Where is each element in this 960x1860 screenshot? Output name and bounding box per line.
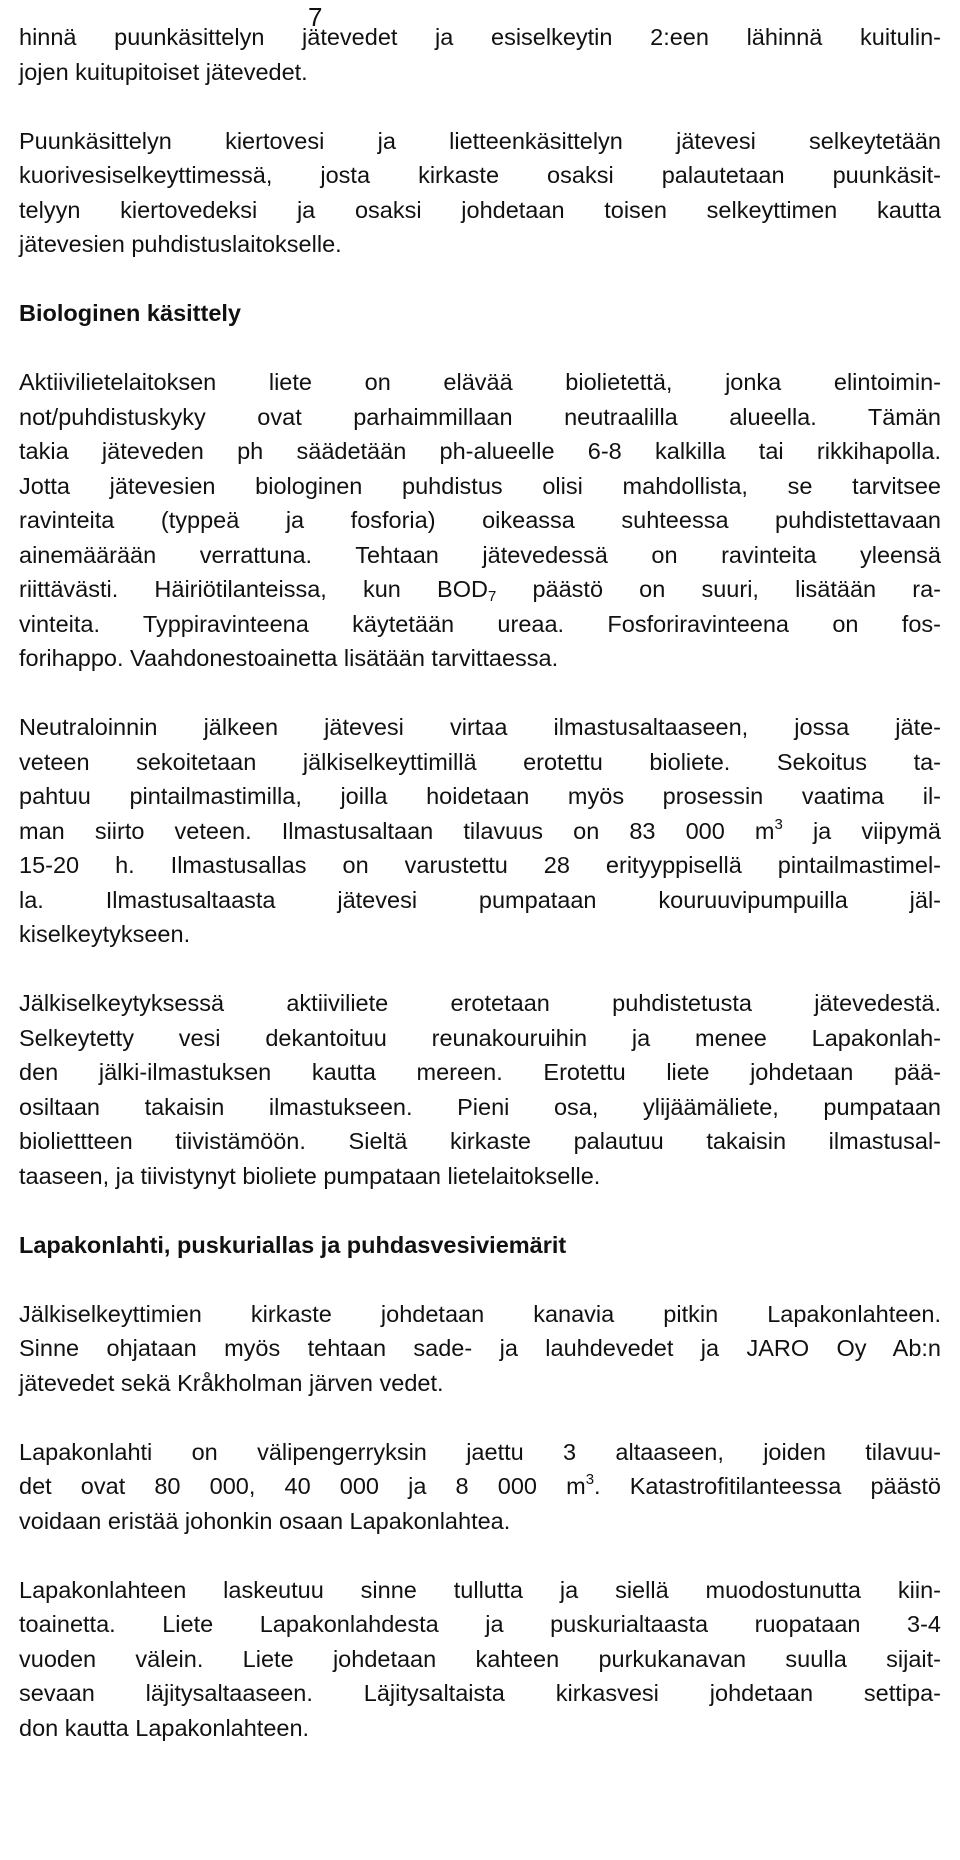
line-text: Jotta jätevesien biologinen puhdistus olisi mahdollista, se tarvitsee	[19, 472, 941, 499]
line-text: Jälkiselkeyttimien kirkaste johdetaan kanavia pitkin Lapakonlahteen.	[19, 1300, 941, 1327]
line-text: taaseen, ja tiivistynyt bioliete pumpataan lietelaitokselle.	[19, 1162, 601, 1189]
subscript: 7	[487, 588, 497, 605]
text-line	[19, 20, 941, 55]
paragraph-gap	[19, 952, 941, 987]
text-line	[19, 917, 941, 952]
paragraph	[19, 710, 941, 952]
section-heading: Lapakonlahti, puskuriallas ja puhdasvesiviemärit	[19, 1231, 567, 1258]
text-line	[19, 1090, 941, 1125]
line-text: Puunkäsittelyn kiertovesi ja lietteenkäsittelyn jätevesi selkeytetään	[19, 127, 941, 154]
text-line	[19, 434, 941, 469]
text-line	[19, 1676, 941, 1711]
line-text: don kautta Lapakonlahteen.	[19, 1714, 310, 1741]
line-text: vuoden välein. Liete johdetaan kahteen purkukanavan suulla sijait-	[19, 1645, 941, 1672]
line-text: bioliettteen tiivistämöön. Sieltä kirkaste palautuu takaisin ilmastusal-	[19, 1128, 941, 1154]
line-text: Sinne ohjataan myös tehtaan sade- ja lauhdevedet ja JARO Oy Ab:n	[19, 1335, 941, 1361]
line-text: 15-20 h. Ilmastusallas on varustettu 28 erityyppisellä pintailmastimel-	[19, 852, 941, 878]
text-line	[19, 814, 941, 849]
line-text: Jälkiselkeytyksessä aktiiviliete erotetaan puhdistetusta jätevedestä.	[19, 990, 941, 1016]
paragraph-gap	[19, 89, 941, 124]
line-text: jätevesien puhdistuslaitokselle.	[19, 231, 342, 257]
text-line	[19, 538, 941, 573]
text-line	[19, 1159, 941, 1194]
line-text: den jälki-ilmastuksen kautta mereen. Erotettu liete johdetaan pää-	[19, 1059, 941, 1085]
text-line	[19, 779, 941, 814]
text-line	[19, 745, 941, 780]
text-line	[19, 1331, 941, 1366]
line-text: Neutraloinnin jälkeen jätevesi virtaa ilmastusaltaaseen, jossa jäte-	[19, 714, 941, 740]
paragraph-gap	[19, 1193, 941, 1228]
line-text: Aktiivilietelaitoksen liete on elävää biolietettä, jonka elintoimin-	[19, 369, 941, 395]
line-text: osiltaan takaisin ilmastukseen. Pieni osa, ylijäämäliete, pumpataan	[19, 1093, 941, 1120]
paragraph-gap	[19, 262, 941, 297]
paragraph	[19, 1435, 941, 1539]
text-line	[19, 1469, 941, 1504]
paragraph-gap	[19, 676, 941, 711]
line-text: man siirto veteen. Ilmastusaltaan tilavuus on 83 000 m	[19, 817, 775, 844]
text-line	[19, 848, 941, 883]
line-text: toainetta. Liete Lapakonlahdesta ja puskurialtaasta ruopataan 3-4	[19, 1611, 941, 1637]
text-line	[19, 1021, 941, 1056]
line-text: jätevedet sekä Kråkholman järven vedet.	[19, 1369, 444, 1396]
page-number: 7	[308, 2, 323, 32]
line-text: vinteita. Typpiravinteena käytetään ureaa. Fosforiravinteena on fos-	[19, 610, 941, 637]
text-line	[19, 1607, 941, 1642]
line-text: det ovat 80 000, 40 000 ja 8 000 m	[19, 1473, 586, 1499]
paragraph	[19, 986, 941, 1193]
paragraph-gap	[19, 1262, 941, 1297]
text-line	[19, 1297, 941, 1332]
text-line	[19, 1435, 941, 1470]
line-text: Lapakonlahti on välipengerryksin jaettu 3 altaaseen, joiden tilavuu-	[19, 1438, 941, 1465]
paragraph	[19, 124, 941, 262]
line-text-continued: . Katastrofitilanteessa päästö	[594, 1473, 941, 1499]
line-text-continued: päästö on suuri, lisätään ra-	[496, 576, 941, 602]
text-line	[19, 400, 941, 435]
line-text: takia jäteveden ph säädetään ph-alueelle 6-8 kalkilla tai rikkihapolla.	[19, 438, 941, 464]
text-line	[19, 710, 941, 745]
line-text: kuorivesiselkeyttimessä, josta kirkaste osaksi palautetaan puunkäsit-	[19, 162, 941, 188]
line-text: Lapakonlahteen laskeutuu sinne tullutta ja siellä muodostunutta kiin-	[19, 1576, 941, 1603]
text-line	[19, 124, 941, 159]
line-text: jojen kuitupitoiset jätevedet.	[19, 58, 308, 85]
paragraph	[19, 1573, 941, 1746]
superscript: 3	[774, 815, 783, 833]
text-line	[19, 158, 941, 193]
text-line	[19, 55, 941, 90]
line-text: forihappo. Vaahdonestoainetta lisätään tarvittaessa.	[19, 645, 559, 671]
text-line	[19, 883, 941, 918]
line-text: ainemäärään verrattuna. Tehtaan jätevedessä on ravinteita yleensä	[19, 541, 941, 568]
line-text: Selkeytetty vesi dekantoituu reunakouruihin ja menee Lapakonlah-	[19, 1024, 941, 1051]
paragraph-gap	[19, 1538, 941, 1573]
section-heading: Biologinen käsittely	[19, 300, 241, 326]
text-line	[19, 641, 941, 676]
line-text: voidaan eristää johonkin osaan Lapakonlahtea.	[19, 1507, 511, 1534]
text-line	[19, 607, 941, 642]
line-text: la. Ilmastusaltaasta jätevesi pumpataan kouruuvipumpuilla jäl-	[19, 886, 941, 913]
text-line	[19, 1124, 941, 1159]
paragraph-gap	[19, 1400, 941, 1435]
line-text: veteen sekoitetaan jälkiselkeyttimillä erotettu bioliete. Sekoitus ta-	[19, 748, 941, 775]
paragraph	[19, 1297, 941, 1401]
paragraph-gap	[19, 331, 941, 366]
paragraph	[19, 20, 941, 89]
text-line	[19, 572, 941, 607]
text-line	[19, 986, 941, 1021]
text-line	[19, 1504, 941, 1539]
text-line	[19, 469, 941, 504]
text-line	[19, 365, 941, 400]
document-body	[19, 20, 941, 1745]
text-line	[19, 503, 941, 538]
line-text: kiselkeytykseen.	[19, 921, 191, 947]
line-text: ravinteita (typpeä ja fosforia) oikeassa suhteessa puhdistettavaan	[19, 507, 941, 533]
line-text: telyyn kiertovedeksi ja osaksi johdetaan toisen selkeyttimen kautta	[19, 196, 941, 223]
text-line	[19, 1573, 941, 1608]
text-line	[19, 193, 941, 228]
line-text: sevaan läjitysaltaaseen. Läjitysaltaista kirkasvesi johdetaan settipa-	[19, 1680, 941, 1706]
paragraph	[19, 365, 941, 676]
text-line	[19, 1366, 941, 1401]
line-text: riittävästi. Häiriötilanteissa, kun BOD	[19, 576, 488, 602]
text-line	[19, 227, 941, 262]
line-text: hinnä puunkäsittelyn jätevedet ja esiselkeytin 2:een lähinnä kuitulin-	[19, 24, 941, 50]
superscript: 3	[585, 1471, 595, 1488]
line-text: pahtuu pintailmastimilla, joilla hoidetaan myös prosessin vaatima il-	[19, 783, 941, 809]
text-line	[19, 1642, 941, 1677]
line-text: not/puhdistuskyky ovat parhaimmillaan neutraalilla alueella. Tämän	[19, 403, 941, 430]
line-text-continued: ja viipymä	[782, 817, 941, 844]
text-line	[19, 1055, 941, 1090]
text-line	[19, 1711, 941, 1746]
